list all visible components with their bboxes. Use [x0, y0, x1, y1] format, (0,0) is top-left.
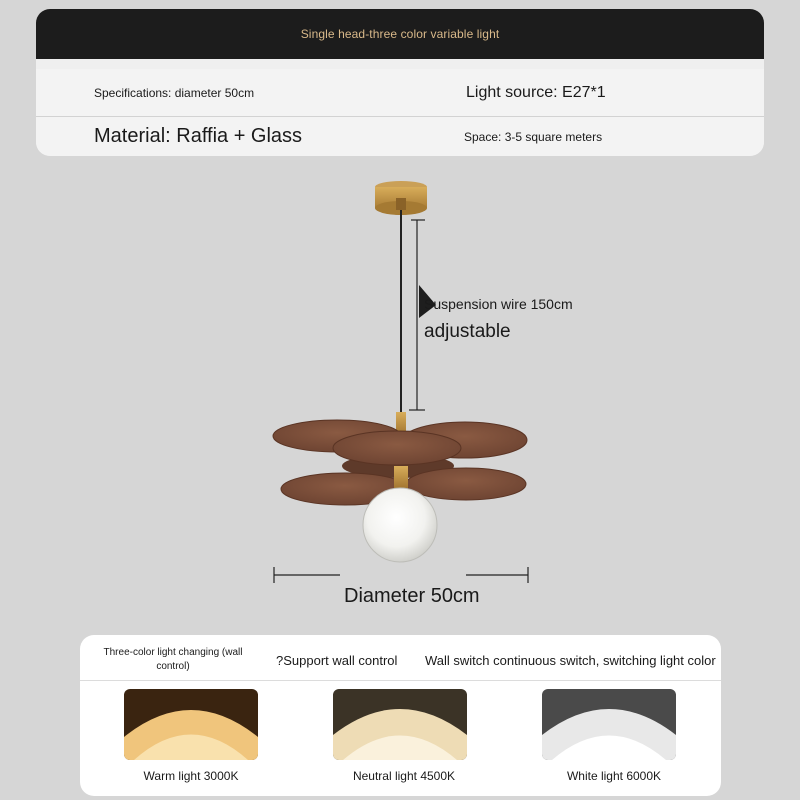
ceiling-canopy: [375, 181, 427, 215]
neutral-light-label: Neutral light 4500K: [352, 769, 456, 783]
spec-specifications: Specifications: diameter 50cm: [94, 85, 255, 100]
support-wall-control: ?Support wall control: [276, 653, 398, 668]
color-modes-card: [80, 635, 721, 796]
glass-globe: [363, 488, 437, 562]
color-modes-header: [80, 635, 721, 681]
diameter-label: Diameter 50cm: [344, 585, 480, 607]
warm-light-label: Warm light 3000K: [143, 769, 239, 783]
three-color-note: Three-color light changing (wall control): [103, 647, 243, 672]
wall-switch-info: Wall switch continuous switch, switching light color: [425, 653, 716, 668]
adjustable-label: adjustable: [424, 321, 511, 342]
diameter-dimension-line: [274, 567, 528, 583]
spec-material: Material: Raffia + Glass: [94, 125, 303, 147]
spec-space: Space: 3-5 square meters: [464, 129, 603, 144]
spec-light-source: Light source: E27*1: [466, 83, 606, 101]
suspension-wire-label: Suspension wire 150cm: [424, 296, 573, 312]
neutral-light-swatch: [333, 689, 467, 760]
white-light-swatch: [542, 689, 676, 760]
spec-header: Single head-three color variable light: [36, 9, 764, 59]
warm-light-swatch: [124, 689, 258, 760]
white-light-label: White light 6000K: [566, 769, 662, 783]
